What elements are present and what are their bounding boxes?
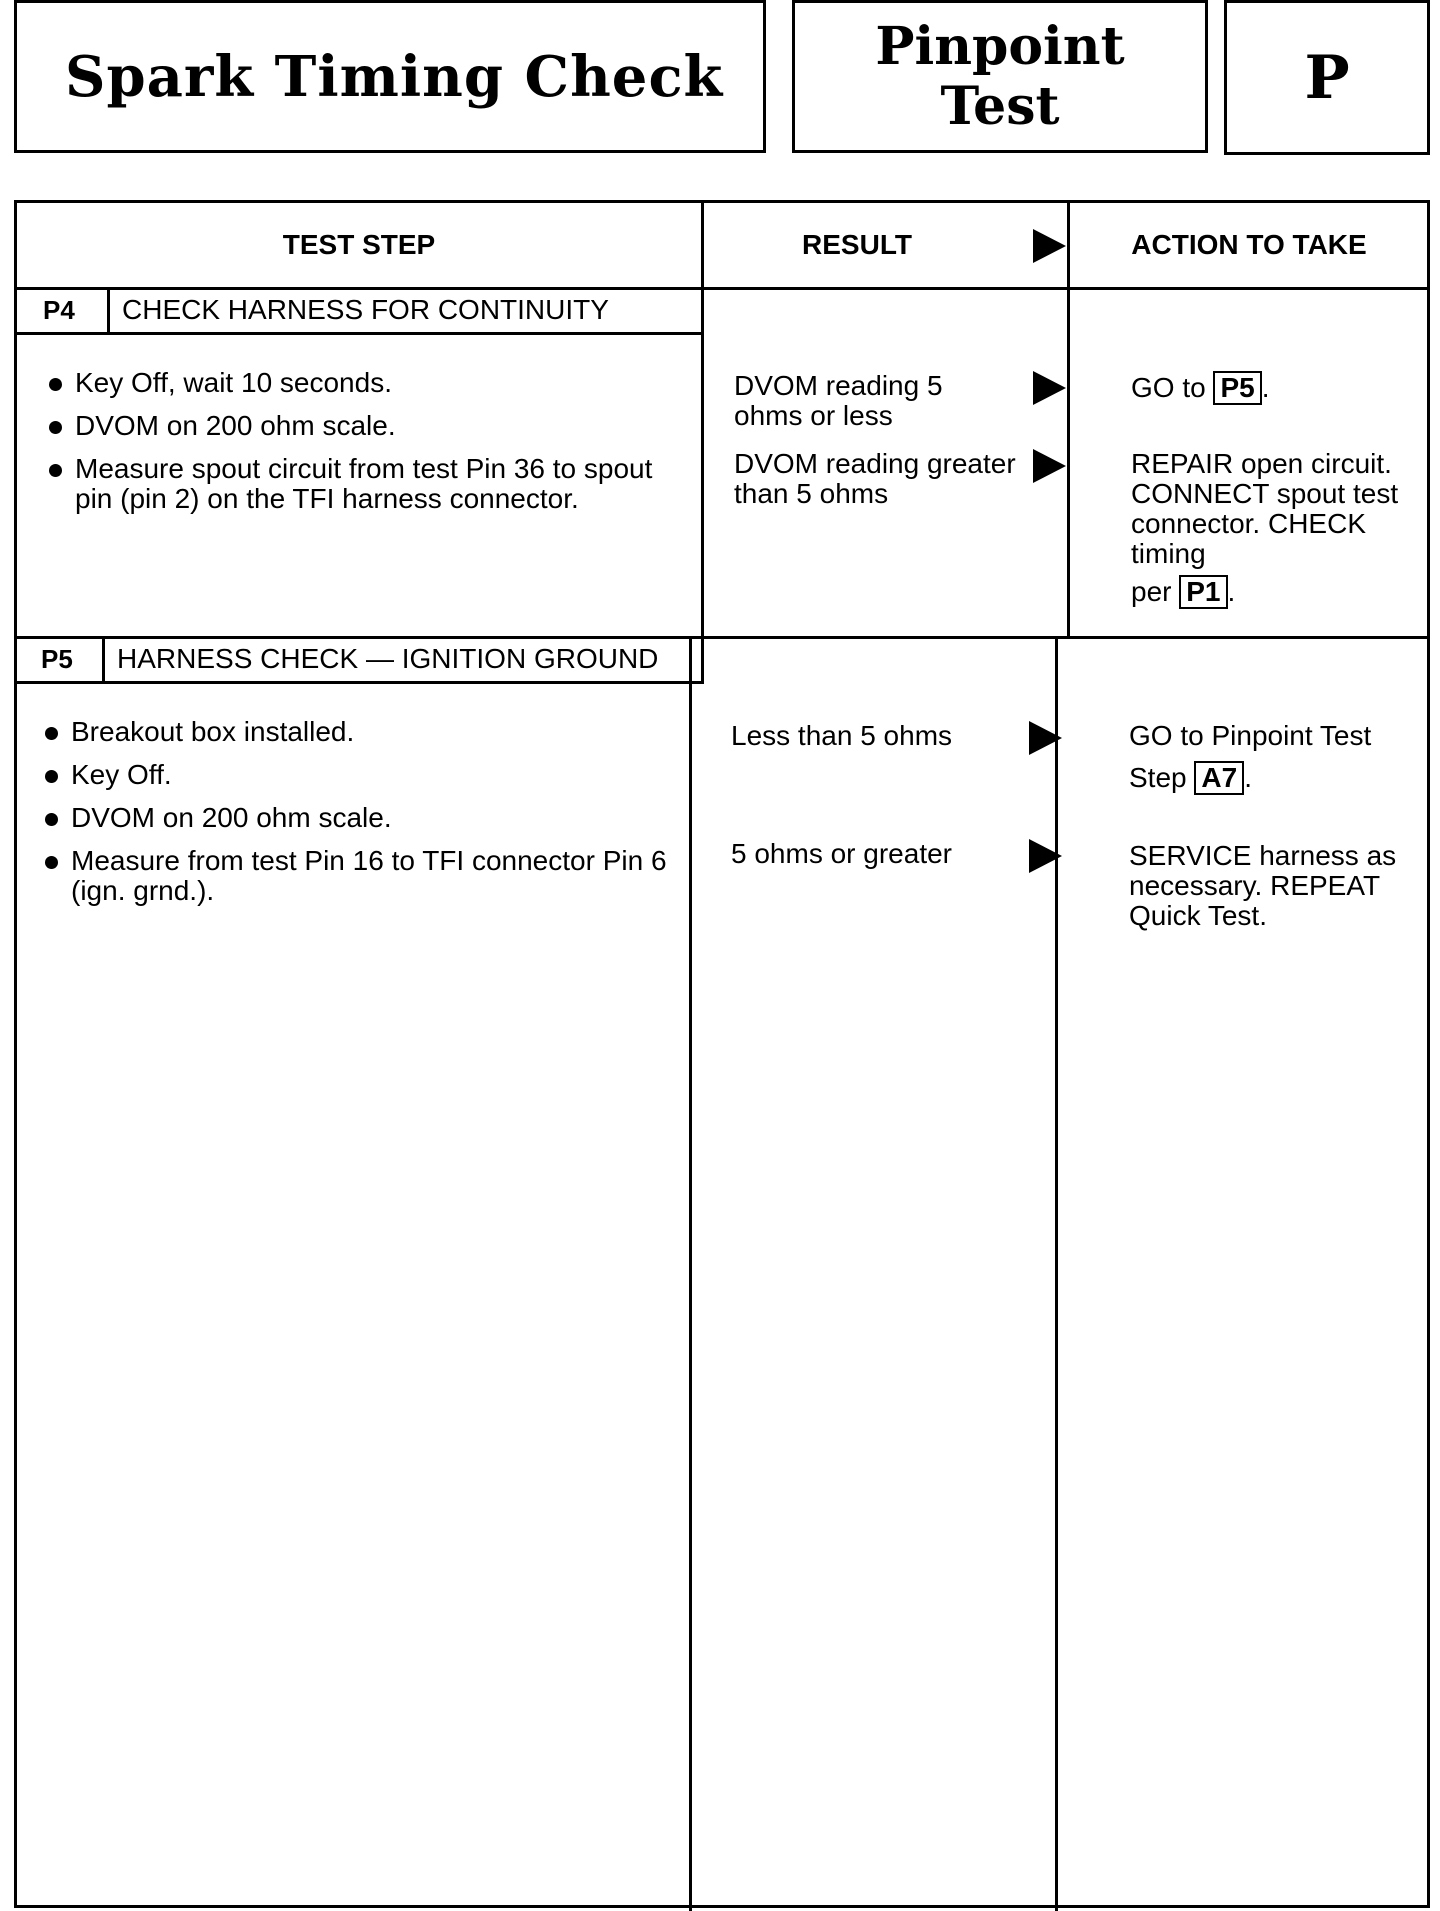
instruction-item: DVOM on 200 ohm scale. bbox=[47, 411, 677, 441]
col-header-result: RESULT bbox=[802, 229, 912, 260]
action-prefix: Step bbox=[1129, 762, 1187, 793]
divider-col2-upper bbox=[1067, 203, 1070, 639]
instruction-item: Key Off. bbox=[43, 760, 683, 790]
action-suffix: . bbox=[1227, 576, 1236, 607]
action-body: REPAIR open circuit. CONNECT spout test connector. CHECK timing bbox=[1131, 448, 1399, 569]
result-arrow-icon bbox=[1029, 839, 1062, 873]
divider-col2-lower bbox=[1055, 639, 1058, 1911]
action-suffix: . bbox=[1261, 372, 1270, 403]
result-text: DVOM reading greater than 5 ohms bbox=[734, 448, 1016, 509]
instruction-item: Measure spout circuit from test Pin 36 to spout pin (pin 2) on the TFI harness connector. bbox=[47, 454, 677, 514]
instruction-item: Measure from test Pin 16 to TFI connector Pin 6 (ign. grnd.). bbox=[43, 846, 683, 906]
test-type-box bbox=[792, 0, 1208, 153]
divider-col1-lower bbox=[689, 639, 692, 1911]
col-header-action: ACTION TO TAKE bbox=[1131, 229, 1367, 260]
result-arrow-icon bbox=[1029, 721, 1062, 755]
step-p5-id: P5 bbox=[41, 644, 73, 674]
instruction-item: Breakout box installed. bbox=[43, 717, 683, 747]
step-p5-instructions bbox=[43, 717, 683, 919]
instruction-item: DVOM on 200 ohm scale. bbox=[43, 803, 683, 833]
result-arrow-icon bbox=[1033, 371, 1066, 405]
divider-col1-upper bbox=[701, 203, 704, 639]
test-type-line2: Test bbox=[940, 75, 1060, 137]
action-text: SERVICE harness as necessary. REPEAT Quick Test. bbox=[1129, 840, 1397, 931]
action-prefix: per bbox=[1131, 576, 1172, 607]
step-p5-title: HARNESS CHECK — IGNITION GROUND bbox=[117, 643, 659, 674]
step-p4-id-divider bbox=[107, 287, 110, 333]
result-text: DVOM reading 5 ohms or less bbox=[734, 370, 943, 431]
action-text bbox=[1131, 449, 1421, 609]
step-p4-instructions bbox=[47, 368, 677, 527]
action-body: GO to Pinpoint Test bbox=[1129, 720, 1372, 751]
page-title: Spark Timing Check bbox=[65, 43, 724, 110]
instruction-item: Key Off, wait 10 seconds. bbox=[47, 368, 677, 398]
pinpoint-test-table bbox=[14, 200, 1430, 1908]
result-arrow-icon bbox=[1033, 229, 1066, 263]
step-reference-link[interactable]: A7 bbox=[1194, 761, 1244, 795]
action-text bbox=[1131, 371, 1421, 405]
step-p4-title: CHECK HARNESS FOR CONTINUITY bbox=[122, 294, 609, 325]
title-box bbox=[14, 0, 766, 153]
result-text: 5 ohms or greater bbox=[731, 838, 952, 869]
action-text bbox=[1129, 721, 1419, 795]
step-p4-id: P4 bbox=[43, 295, 75, 325]
step-reference-link[interactable]: P5 bbox=[1213, 371, 1261, 405]
action-prefix: GO to bbox=[1131, 372, 1206, 403]
test-type-line1: Pinpoint bbox=[875, 15, 1125, 77]
action-suffix: . bbox=[1244, 762, 1252, 793]
col-header-test-step: TEST STEP bbox=[282, 229, 436, 260]
test-letter: P bbox=[1304, 42, 1350, 113]
test-letter-box bbox=[1224, 0, 1430, 155]
result-text: Less than 5 ohms bbox=[731, 720, 953, 751]
step-reference-link[interactable]: P1 bbox=[1179, 575, 1227, 609]
step-p5-id-divider bbox=[102, 636, 105, 682]
result-arrow-icon bbox=[1033, 449, 1066, 483]
